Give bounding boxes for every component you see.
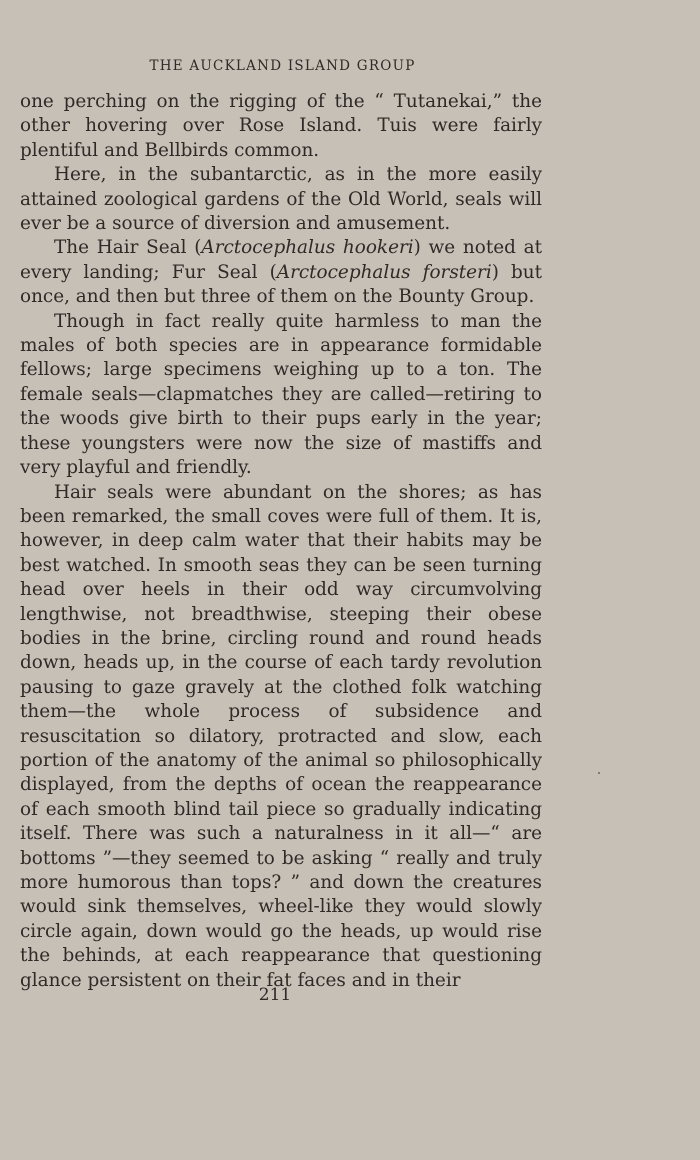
paragraph-3-text-c: ) but once, and then but three of them on the Bounty Group.: [20, 261, 542, 308]
paragraph-4: Though in fact really quite harmless to man the males of both species are in appearance formidable fellows; large specimens weighing up to a ton. The female seals—clapmatches they are called—retiring to the woods give birth to their pups early in the year; these youngsters were now the size of mastiffs and very playful and friendly.: [20, 310, 542, 479]
species-name-fur-seal: Arctocephalus forsteri: [276, 261, 492, 283]
paragraph-3: [20, 236, 542, 309]
paragraph-3-text-b: ) we noted at every landing; Fur Seal (: [20, 237, 542, 283]
paragraph-2: Here, in the subantarctic, as in the more easily attained zoological gardens of the Old World, seals will ever be a source of diversion and amusement.: [20, 164, 542, 235]
paragraph-1: one perching on the rigging of the “ Tutanekai,” the other hovering over Rose Island. Tuis were fairly plentiful and Bellbirds common.: [20, 91, 542, 161]
paragraph-5: Hair seals were abundant on the shores; as has been remarked, the small coves were full of them. It is, however, in deep calm water that their habits may be best watched. In smooth seas they can be seen turning head over heels in their odd way circumvolving lengthwise, not breadthwise, steeping their obese bodies in the brine, circling round and round heads down, heads up, in the course of each tardy revolution pausing to gaze gravely at the clothed folk watching them—the whole process of subsidence and resuscitation so dilatory, protracted and slow, each portion of the anatomy of the animal so philosophically displayed, from the depths of ocean the reappearance of each smooth blind tail piece so gradually indicating itself. There was such a naturalness in it all—“ are bottoms ”—they seemed to be asking “ really and truly more humorous than tops? ” and down the creatures would sink themselves, wheel-like they would slowly circle again, down would go the heads, up would rise the behinds, at each reappearance that questioning glance persistent on their fat faces and in their: [20, 481, 542, 991]
running-head: THE AUCKLAND ISLAND GROUP: [149, 58, 416, 74]
page-number: 211: [258, 985, 292, 1005]
paragraph-3-text-a: The Hair Seal (: [54, 237, 202, 259]
body-text: [20, 90, 542, 993]
print-speck: [598, 772, 600, 774]
species-name-hair-seal: Arctocephalus hookeri: [201, 237, 414, 259]
